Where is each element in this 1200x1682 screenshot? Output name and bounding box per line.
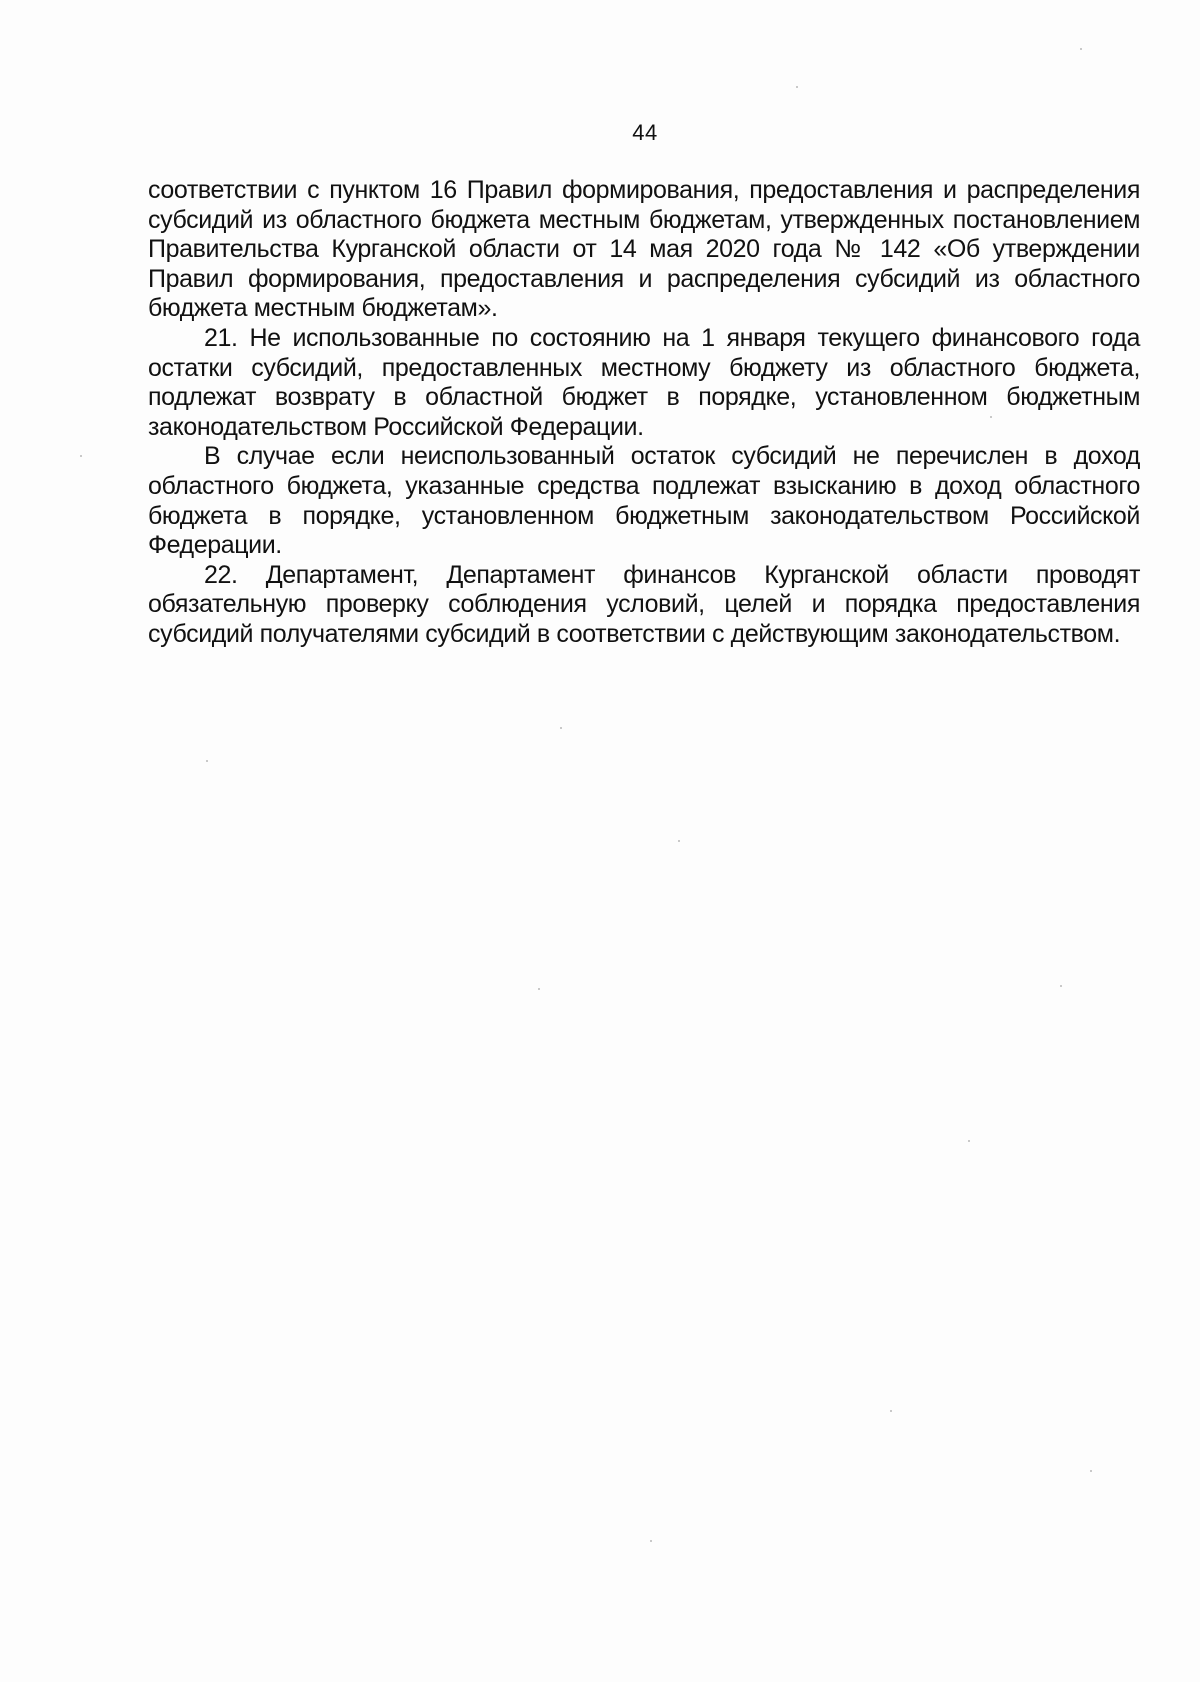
scan-speck	[1060, 985, 1062, 987]
scan-speck	[968, 1140, 970, 1142]
scan-speck	[206, 760, 208, 762]
scan-speck	[650, 1540, 652, 1542]
paragraph-item-22: 22. Департамент, Департамент финансов Курганской области проводят обязательную проверку соблюдения условий, целей и порядка предоставления субсидий получателями субсидий в соответствии с действующим законодательством.	[148, 560, 1140, 648]
document-body	[148, 176, 1140, 650]
scan-speck	[678, 840, 680, 842]
paragraph-item-21: 21. Не использованные по состоянию на 1 января текущего финансового года остатки субсидий, предоставленных местному бюджету из областного бюджета, подлежат возврату в областной бюджет в порядке, установленном бюджетным законодательством Российской Федерации.	[148, 323, 1140, 441]
scan-speck	[80, 455, 82, 457]
scan-speck	[796, 86, 798, 88]
scan-speck	[538, 988, 540, 990]
page-number: 44	[632, 120, 658, 145]
scan-speck	[1080, 48, 1082, 50]
scan-speck	[1090, 1470, 1092, 1472]
paragraph-continuation: соответствии с пунктом 16 Правил формирования, предоставления и распределения субсидий из областного бюджета местным бюджетам, утвержденных постановлением Правительства Курганской области от 14 мая 2020 года № 142 «Об утверждении Правил формирования, предоставления и распределения субсидий из областного бюджета местным бюджетам».	[148, 176, 1140, 323]
scan-speck	[560, 727, 562, 729]
scan-speck	[890, 1410, 892, 1412]
paragraph-unused-balance: В случае если неиспользованный остаток субсидий не перечислен в доход областного бюджета, указанные средства подлежат взысканию в доход областного бюджета в порядке, установленном бюджетным законодательством Российской Федерации.	[148, 442, 1140, 560]
scan-speck	[990, 416, 992, 418]
